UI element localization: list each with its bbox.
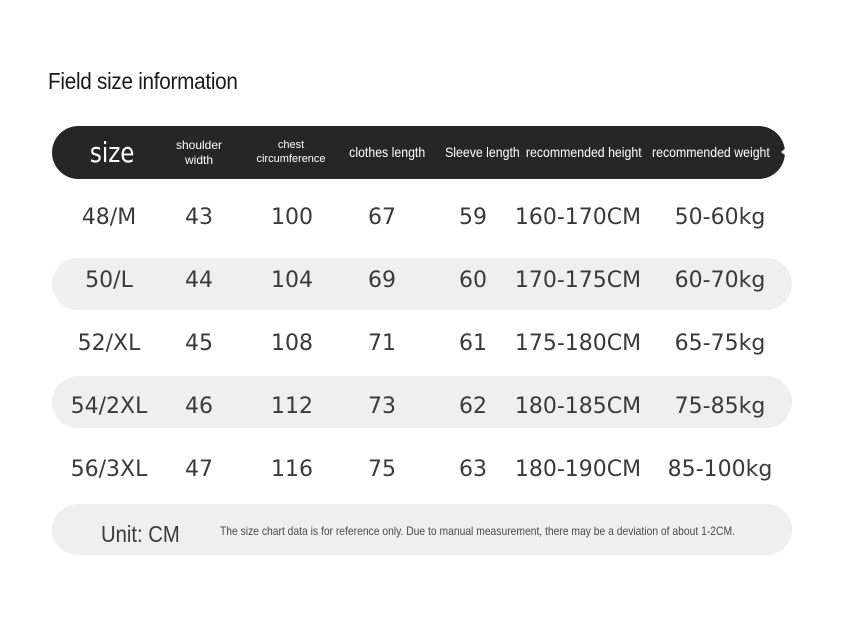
cell-sleeve: 62 (459, 394, 487, 419)
cell-length: 71 (368, 331, 396, 356)
cell-size: 56/3XL (70, 457, 148, 482)
size-table-header: size shoulder width chest circumference clothes length Sleeve length recommended height recommended weight (52, 126, 785, 179)
cell-chest: 112 (271, 394, 313, 419)
cell-length: 69 (368, 268, 396, 293)
cell-size: 48/M (81, 205, 137, 230)
header-recommended-weight: recommended weight (652, 143, 770, 160)
cell-length: 73 (368, 394, 396, 419)
cell-weight: 75-85kg (674, 394, 766, 419)
header-recommended-height: recommended height (526, 143, 642, 160)
header-sleeve-length: Sleeve length (444, 143, 520, 160)
cell-weight: 50-60kg (674, 205, 766, 230)
cell-height: 180-190CM (514, 457, 642, 482)
cell-shoulder: 44 (185, 268, 213, 293)
header-chest-circumference: chest circumference (256, 138, 326, 165)
cell-weight: 60-70kg (674, 268, 766, 293)
unit-label: Unit: CM (101, 521, 180, 547)
cell-height: 175-180CM (514, 331, 642, 356)
header-notch (781, 144, 791, 160)
cell-size: 52/XL (77, 331, 141, 356)
cell-chest: 100 (271, 205, 313, 230)
disclaimer-note: The size chart data is for reference only. Due to manual measurement, there may be a deviation of about 1-2CM. (220, 524, 735, 538)
cell-chest: 104 (271, 268, 313, 293)
cell-chest: 116 (271, 457, 313, 482)
header-clothes-length: clothes length (348, 143, 426, 160)
cell-size: 54/2XL (70, 394, 148, 419)
cell-chest: 108 (271, 331, 313, 356)
cell-height: 160-170CM (514, 205, 642, 230)
cell-weight: 65-75kg (674, 331, 766, 356)
cell-sleeve: 61 (459, 331, 487, 356)
cell-length: 67 (368, 205, 396, 230)
cell-shoulder: 46 (185, 394, 213, 419)
cell-shoulder: 43 (185, 205, 213, 230)
header-shoulder-width: shoulder width (175, 137, 223, 167)
page-title: Field size information (48, 68, 238, 94)
cell-length: 75 (368, 457, 396, 482)
cell-weight: 85-100kg (667, 457, 773, 482)
cell-shoulder: 45 (185, 331, 213, 356)
cell-size: 50/L (85, 268, 133, 293)
cell-sleeve: 63 (459, 457, 487, 482)
cell-height: 170-175CM (514, 268, 642, 293)
cell-sleeve: 60 (459, 268, 487, 293)
cell-shoulder: 47 (185, 457, 213, 482)
cell-sleeve: 59 (459, 205, 487, 230)
cell-height: 180-185CM (514, 394, 642, 419)
